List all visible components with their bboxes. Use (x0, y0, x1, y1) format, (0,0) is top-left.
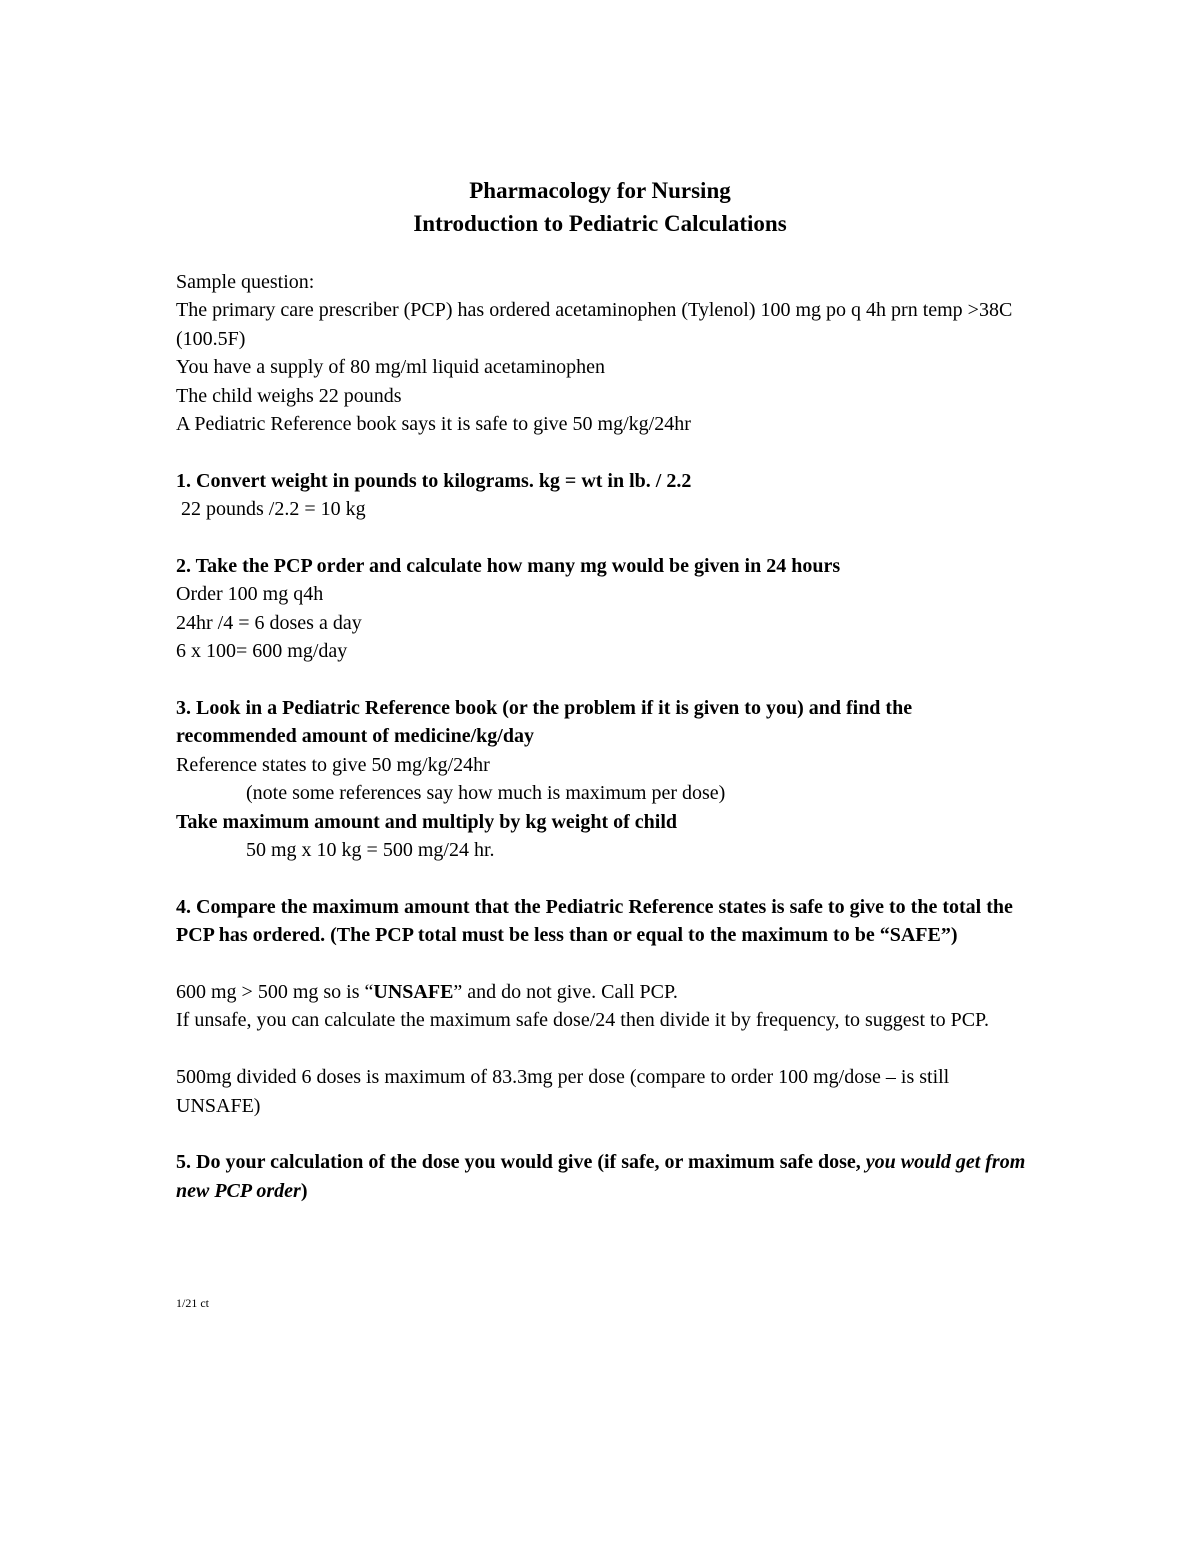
unsafe-label: UNSAFE (373, 981, 454, 1004)
sample-weight: The child weighs 22 pounds (176, 384, 402, 407)
step4-example: 500mg divided 6 doses is maximum of 83.3mg per dose (compare to order 100 mg/dose – is still UNSAFE) (176, 1066, 950, 1117)
step5-heading-end: ) (300, 1179, 308, 1202)
sample-label: Sample question: (176, 271, 315, 293)
step1-calc: 22 pounds /2.2 = 10 kg (181, 498, 366, 521)
step3-heading: 3. Look in a Pediatric Reference book (or the problem if it is given to you) and find the recommended amount of medicine/kg/day (176, 697, 913, 748)
document-subtitle: Introduction to Pediatric Calculations (413, 211, 787, 236)
step3-note: (note some references say how much is maximum per dose) (246, 782, 726, 805)
step4-result-post: ” and do not give. Call PCP. (453, 981, 678, 1004)
sample-reference: A Pediatric Reference book says it is safe to give 50 mg/kg/24hr (176, 413, 691, 436)
document-title: Pharmacology for Nursing (469, 178, 731, 203)
step2-order: Order 100 mg q4h (176, 583, 324, 606)
step5-heading-text: 5. Do your calculation of the dose you would give (if safe, or maximum safe dose, (176, 1151, 866, 1174)
step3-calc: 50 mg x 10 kg = 500 mg/24 hr. (246, 839, 495, 862)
step5-heading (176, 1148, 1036, 1205)
step3-reference: Reference states to give 50 mg/kg/24hr (176, 753, 490, 776)
step2-doses: 24hr /4 = 6 doses a day (176, 611, 362, 634)
step2-total: 6 x 100= 600 mg/day (176, 640, 348, 663)
document-body (176, 268, 1036, 1205)
step2-heading: 2. Take the PCP order and calculate how many mg would be given in 24 hours (176, 555, 841, 578)
step1-heading: 1. Convert weight in pounds to kilograms. kg = wt in lb. / 2.2 (176, 469, 692, 492)
sample-supply: You have a supply of 80 mg/ml liquid acetaminophen (176, 356, 606, 379)
step3-subheading: Take maximum amount and multiply by kg weight of child (176, 810, 678, 833)
step4-result-pre: 600 mg > 500 mg so is “ (176, 981, 374, 1004)
step4-result (176, 978, 1036, 1006)
step4-advice: If unsafe, you can calculate the maximum safe dose/24 then divide it by frequency, to suggest to PCP. (176, 1009, 989, 1032)
step4-heading: 4. Compare the maximum amount that the Pediatric Reference states is safe to give to the total the PCP has ordered. (The PCP total must be less than or equal to the maximum to be “SAFE”) (176, 895, 1013, 947)
step5-heading-italic: you would get from new PCP order (176, 1151, 1026, 1202)
sample-order: The primary care prescriber (PCP) has ordered acetaminophen (Tylenol) 100 mg po q 4h prn temp >38C (100.5F) (176, 299, 1013, 350)
page-footer: 1/21 ct (176, 1296, 209, 1310)
